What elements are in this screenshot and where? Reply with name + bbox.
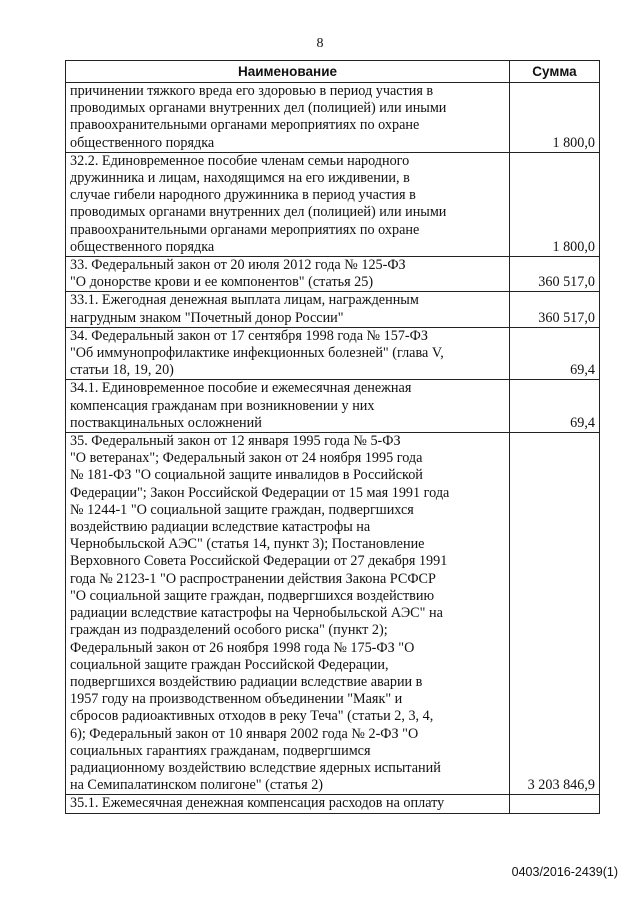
table-row	[66, 433, 600, 795]
header-name: Наименование	[66, 61, 510, 83]
table-row	[66, 380, 600, 433]
table-row	[66, 795, 600, 813]
row-sum	[510, 795, 600, 813]
row-name: 34. Федеральный закон от 17 сентября 1998 года № 157-ФЗ "Об иммунопрофилактике инфекционных болезней" (глава V, статьи 18, 19, 20)	[66, 327, 510, 380]
row-sum: 69,4	[510, 327, 600, 380]
row-sum: 69,4	[510, 380, 600, 433]
row-sum: 1 800,0	[510, 83, 600, 153]
row-sum: 360 517,0	[510, 292, 600, 327]
table-row	[66, 257, 600, 292]
row-name: 33. Федеральный закон от 20 июля 2012 года № 125-ФЗ "О донорстве крови и ее компонентов" (статья 25)	[66, 257, 510, 292]
row-sum: 1 800,0	[510, 152, 600, 256]
table-row	[66, 83, 600, 153]
document-code: 0403/2016-2439(1)	[511, 865, 618, 879]
row-sum: 3 203 846,9	[510, 433, 600, 795]
table-row	[66, 152, 600, 256]
row-name: 35. Федеральный закон от 12 января 1995 года № 5-ФЗ "О ветеранах"; Федеральный закон от 24 ноября 1995 года № 181-ФЗ "О социальной защите инвалидов в Российской Федерации"; Закон Российской Федерации от 15 мая 1991 года № 1244-1 "О социальной защите граждан, подвергшихся воздействию радиации вследствие катастрофы на Чернобыльской АЭС" (статья 14, пункт 3); Постановление Верховного Совета Российской Федерации от 27 декабря 1991 года № 2123-1 "О распространении действия Закона РСФСР "О социальной защите граждан, подвергшихся воздействию радиации вследствие катастрофы на Чернобыльской АЭС" на граждан из подразделений особого риска" (пункт 2); Федеральный закон от 26 ноября 1998 года № 175-ФЗ "О социальной защите граждан Российской Федерации, подвергшихся воздействию радиации вследствие аварии в 1957 году на производственном объединении "Маяк" и сбросов радиоактивных отходов в реку Теча" (статьи 2, 3, 4, 6); Федеральный закон от 10 января 2002 года № 2-ФЗ "О социальных гарантиях гражданам, подвергшимся радиационному воздействию вследствие ядерных испытаний на Семипалатинском полигоне" (статья 2)	[66, 433, 510, 795]
row-name: 33.1. Ежегодная денежная выплата лицам, награжденным нагрудным знаком "Почетный донор России"	[66, 292, 510, 327]
table-row	[66, 327, 600, 380]
table-header-row	[66, 61, 600, 83]
budget-table	[65, 60, 600, 814]
row-name: 34.1. Единовременное пособие и ежемесячная денежная компенсация гражданам при возникновении у них поствакцинальных осложнений	[66, 380, 510, 433]
row-name: 35.1. Ежемесячная денежная компенсация расходов на оплату	[66, 795, 510, 813]
row-name: причинении тяжкого вреда его здоровью в период участия в проводимых органами внутренних дел (полицией) или иными правоохранительными органами мероприятиях по охране общественного порядка	[66, 83, 510, 153]
page-number: 8	[316, 36, 324, 51]
row-sum: 360 517,0	[510, 257, 600, 292]
table-row	[66, 292, 600, 327]
header-sum: Сумма	[510, 61, 600, 83]
row-name: 32.2. Единовременное пособие членам семьи народного дружинника и лицам, находящимся на его иждивении, в случае гибели народного дружинника в период участия в проводимых органами внутренних дел (полицией) или иными правоохранительными органами мероприятиях по охране общественного порядка	[66, 152, 510, 256]
